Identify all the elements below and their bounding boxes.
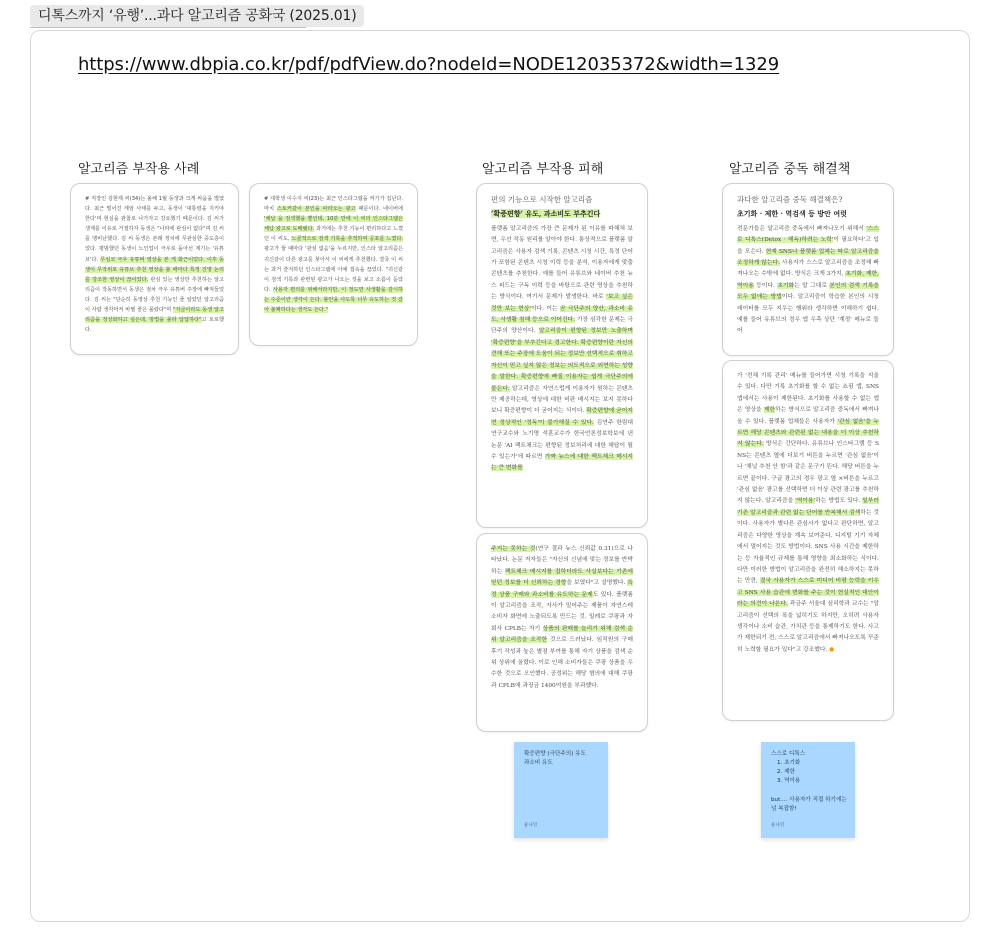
highlight-segment: 주지는 못하는 것 — [491, 546, 536, 552]
text-segment: 가 '전체 기록 관리' 메뉴를 들어가면 시청 기록을 지울 수 있다. 다만 기록 초기화를 할 수 없는 쇼핑 앱, SNS 앱에서는 사용이 제한된다. 초기화를 사용할 수 없는 앱은 영상을 — [737, 373, 879, 414]
highlight-segment: 알고리즘이 편향된 정보만 노출하며 '확증편향'을 부추긴다고 경고한다. 확증편향이란 자신의 견해 또는 주장에 도움이 되는 정보만 선택적으로 취하고 자신이 믿고 싶지 않은 정보는 의도적으로 외면하는 성향을 말한다. 확증편향에 빠질 이용자는 쉽게 극단주의에 물든다. — [491, 328, 633, 392]
highlight-segment: 제한 — [763, 407, 776, 414]
text-segment: 김연주 한림대 연구교수와 노기영 석훈교수가 한국언론정보학보에 낸 논문 'AI 팩트체크는 편향된 정보처리에 대한 해답이 될 수 있는가'에 따르면 — [491, 419, 633, 460]
sticky-note-damage[interactable] — [514, 742, 608, 838]
highlight-segment: '체납 을 검색했을 뿐인데, 10분 만에 이 씨의 인스타그램은 체납 광고로 도배됐다. — [264, 216, 403, 233]
text-segment: 방식은 간단하다. 유튜브나 인스타그램 등 SNS는 콘텐츠 옆에 더보기 버튼을 누르면 '관심 없음'이나 '채널 추천 안 함'과 같은 문구가 뜬다. 해당 버튼을 누르면 끝이다. 구글 광고의 경우 광고 옆 ×버튼을 누르고 '관심 없음' 광고를 선택하면 더 이상 관련 광고를 추천하지 않는다. 알고리즘을 — [737, 441, 879, 505]
text-segment: 이다. 이는 — [530, 305, 558, 312]
text-segment: 는 말 그대로 — [794, 282, 827, 289]
sticky-note-damage-text — [524, 750, 602, 768]
sticky-note-solution-text — [771, 750, 849, 814]
highlight-segment: 확증편향에 굳어지면 정상적인 '정독'이 불가해질 수 있다. — [491, 408, 633, 426]
board-title: 디톡스까지 ‘유행’...과다 알고리즘 공화국 (2025.01) — [38, 8, 357, 24]
text-segment: 도 있다. 플랫폼이 알고리즘을 조작, 자사가 밀어주는 제품이 자연스레 소비자 화면에 노출되도록 만드는 것. 일례로 쿠팡과 자회사 CPLB는 자기 — [491, 591, 633, 632]
highlight-segment: 특정 상품 구매와 과소비를 유도하는 문제 — [491, 580, 634, 598]
text-segment: 과거에는 추천 기능이 편리하다고 느꼈던 이 씨도, — [264, 226, 403, 243]
case-card-1[interactable] — [70, 183, 239, 355]
sticky-note-solution[interactable] — [761, 742, 855, 838]
section-title-damage: 알고리즘 부작용 피해 — [482, 162, 604, 177]
text-segment: 하는 방식으로 알고리즘 중독에서 빠져나올 수 있다. 플랫폼 업체들은 사용자가 — [737, 407, 879, 425]
sticky-list-item: 3. 역이용 — [777, 778, 801, 784]
highlight-segment: '관심 없음'을 누르면 해당 콘텐츠와 관련된 없는 내용을 더 이상 추천하지 않는다. — [737, 418, 879, 448]
text-segment: 하는 것이다. 사용자가 별다른 관심사가 없다고 판단하면, 알고리즘은 다양한 영상을 계속 보여준다. 디지털 기기 자체에서 멀어지는 것도 방법이다. SNS 사용 시간을 제한하는 등 자율적인 규제를 통해 영향을 최소화하는 식이다. 다만 이러한 방법이 알고리즘을 완전히 해소하지는 못하는 만큼, — [737, 509, 879, 585]
highlight-segment: '역이용' — [795, 498, 816, 505]
text-segment: 때문이다. 네이버에 — [358, 206, 403, 213]
highlight-segment: 사용자 편의를 위해서라지만, 이 정도면 사생활을 감시하는 수준이란 생각이 든다. 불안을 사도록 너무 유도하는 것 같아 불쾌하다는 생각도 든다." — [264, 286, 403, 314]
source-link[interactable]: https://www.dbpia.co.kr/pdf/pdfView.do?nodeId=NODE12035372&width=1329 — [78, 54, 780, 75]
case-card-1-text — [85, 194, 224, 335]
text-segment: 사용자가 스스로 알고리즘을 조정해 빠져나오는 수밖에 없다. 방식은 크게 3가지, — [737, 260, 880, 278]
text-segment: 곽금주 서울대 심리학과 교수는 "알고리즘이 선택의 폭을 넓히기도 하지만, 오히려 사용자 생각이나 소비 습관, 가치관 등을 통제하기도 한다. 사고가 제한되기 전, 스스로 알고리즘에서 빠져나오도록 꾸준히 노력할 필요가 있다"고 강조했다. — [737, 601, 880, 653]
text-segment: 고 토로했다. — [85, 317, 224, 334]
card-title: 과다한 알고리즘 중독 해결책은? — [737, 195, 843, 204]
highlight-segment: 무심코 극우 유튜버 영상을 본 게 화근이었다. 이후 동생이 무작위로 유튜브 추천 영상을 볼 때마다 특정 진영 논리를 강조한 영상이 끊이었다. — [85, 256, 225, 283]
case-card-2[interactable] — [249, 183, 418, 346]
case-card-2-text — [264, 194, 403, 315]
highlight-segment: 가짜 뉴스에 대한 팩트체크 메시지는 큰 변화를 — [491, 453, 634, 472]
text-segment: 을 보였다"고 설명했다. — [566, 580, 626, 587]
sticky-line: but.... 사용자가 직접 하기에는 넘 복잡함! — [771, 797, 847, 812]
highlight-segment: 결국 사용자가 스스로 미디어 비평 능력을 키우고 SNS 사용 습관에 변화를 주는 것이 현실적인 대안이라는 의견이 나온다. — [737, 578, 879, 608]
solution-card-2-text — [737, 371, 879, 656]
text-segment: 하는 방법도 있다. — [815, 498, 861, 505]
board-title-tag[interactable] — [30, 5, 364, 27]
text-segment: 이 필요하다'고 입을 모은다. — [737, 237, 879, 255]
solution-card-1-text — [737, 194, 879, 338]
highlight-segment: '보고 싶은 것만 보는 현상' — [491, 294, 633, 312]
card-subtitle: 초기화 · 제한 · 역검색 등 방안 여럿 — [737, 209, 847, 219]
solution-card-2[interactable] — [722, 360, 894, 721]
highlight-segment: "지금이라도 동생 알고리즘을 정상화하고 싶은데, 방법을 몰라 답답하다" — [85, 307, 224, 324]
highlight-segment: 팩트체크 메시지를 접하더라도 사실보다는 기존에 믿던 정보를 더 신뢰하는 경향 — [491, 568, 633, 587]
sticky-line: 확증편향 (극단주의) 유도 — [524, 751, 586, 757]
sticky-line: 과소비 유도 — [524, 760, 553, 766]
highlight-segment: 곧 극단주의 양산, 과소비 유도, 사생활 침해 등으로 이어진다. — [491, 305, 633, 324]
text-segment: 등이다. — [756, 282, 775, 289]
text-segment: (연구 결과 뉴스 신뢰값 0.31)으로 나타났다. 논문 저자들은 "자신의 신념에 맞는 정보를 반박하는 — [491, 546, 633, 575]
text-segment: # 대학생 이수지 씨(23)는 최근 인스타그램을 켜기가 겁난다. 마치 — [264, 196, 403, 213]
text-segment: 것으로 드러났다. 임직원의 구매 후기 작성과 높은 별점 부여를 통해 자기 상품을 검색 순위 상위에 올렸다. 이로 인해 소비자들은 쿠팡 상품을 우수한 것으로 오인했다. 공정위는 해당 혐의에 대해 쿠팡과 CPLB에 과징금 1400억원을 부과했다. — [491, 637, 634, 689]
title-divider — [30, 27, 306, 28]
text-segment: 알고리즘은 자연스럽게 이용자가 원하는 콘텐츠만 제공하는데, 영상에 대한 비판 메시지는 보지 못하다 보니 확증편향이 더 굳어지는 식이다. — [491, 385, 634, 415]
text-segment: 가장 심각한 문제는 극단주의 양산이다. — [491, 317, 633, 335]
section-title-cases: 알고리즘 부작용 사례 — [78, 162, 200, 177]
sticky-author: 윤나연 — [524, 823, 538, 828]
sticky-author: 윤나연 — [771, 823, 785, 828]
damage-card-2[interactable] — [476, 533, 648, 732]
highlight-segment: 상품의 판매를 늘리기 위해 검색 순위 알고리즘을 조작한 — [491, 625, 633, 644]
damage-card-1[interactable] — [476, 183, 648, 528]
highlight-segment: '스스로 디톡스(Detox · 해독)하려는 노력' — [737, 225, 880, 244]
text-segment: 플랫폼 알고리즘의 가장 큰 문제가 된 이유를 파헤쳐 보면, 우선 작동 원리를 알아야 한다. 통상적으로 플랫폼 알고리즘은 사용자 검색 기록, 콘텐츠 시청 시간, 특정 단어가 포함된 콘텐츠 시청 이력 등을 분석, 이용자에게 맞춤 콘텐츠를 추천한다. 예를 들어 유튜브와 네이버 추천 뉴스 피드는 구독 이력 등을 바탕으로 관련 영상을 추천하는 방식이다. 여기서 문제가 발생한다. 바로 — [491, 225, 633, 301]
bullet-dot-icon: ● — [829, 646, 835, 653]
highlight-segment: 초기화 — [777, 282, 795, 289]
card-title: 편의 기능으로 시작한 알고리즘 — [491, 195, 593, 204]
highlight-segment: 초기화, 제한, 역이용 — [737, 271, 879, 289]
sticky-list-item: 1. 초기화 — [777, 760, 801, 766]
text-segment: # 직장인 김현재 씨(34)는 올해 1월 동생과 크게 싸움을 벌였다. 최근 벌어진 계엄 사태를 두고, 동생이 '대통령을 지키야 한다'며 현실을 관찰로 나가자고 강요했기 때문이다. 김 씨가 생계를 이유로 거절하자 동생은 "나라에 관심이 없다"며 김 씨를 맹비난했다. 김 씨 동생은 본래 정치에 무관심한 중도층이었다. 평범했던 동생이 노인업이 극우로 돌아선 계기는 '유튜브'다. — [85, 196, 224, 263]
text-segment: 광고가 뜰 때마다 '관심 없음'을 누르지만, 인스타 알고리즘은 귀신같이 다른 광고를 찾아서 이 씨에게 추천했다. 결국 이 씨는 과거 즐겨하던 인스타그램에 아예 접속을 끊었다. "귀신같이 검색 기록과 관련된 광고가 나오는 것을 보고 소름이 돋았다. — [264, 246, 403, 293]
highlight-segment: 현재 SNS나 플랫폼 업체는 따로 알고리즘을 조정하게 않는다. — [737, 248, 879, 267]
text-segment: 관심 있는 영상만 추천하는 알고리즘이 작동하면서 동생은 점차 극우 유튜버 주장에 빠져들었다. 김 씨는 "단순히 동영상 추천 기능인 줄 알았던 알고리즘이 사람 생각마저 바뀔 줄은 몰랐다"며 — [85, 276, 224, 314]
section-title-solution: 알고리즘 중독 해결책 — [729, 162, 851, 177]
highlight-segment: 일부러 기존 알고리즘과 관련 없는 단어를 반복해서 검색 — [737, 498, 879, 516]
damage-card-2-text — [491, 544, 633, 692]
text-segment: 이다. 알고리즘이 학습한 본인의 시청 데이터를 모두 지우는 행위라 생각하면 이해하기 쉽다. 예를 들어 유튜브의 경우 앱 우측 상단 '계정' 메뉴로 들어 — [737, 294, 879, 335]
sticky-list-item: 2. 제한 — [777, 769, 795, 775]
highlight-segment: 노골적으로 검색 기록을 추적하며 공포를 느꼈다. — [291, 236, 403, 243]
text-segment: 전문가들은 알고리즘 중독에서 빠져나오기 위해서 — [737, 225, 864, 232]
highlight-segment: 스토커같이 본인을 따라오는 광고 — [276, 206, 356, 213]
sticky-line: 스스로 디톡스 — [771, 751, 806, 757]
highlight-segment: 본인의 검색 기록을 모두 없애는 방법 — [737, 282, 880, 301]
solution-card-1[interactable] — [722, 183, 894, 356]
damage-card-1-text — [491, 194, 633, 475]
card-subtitle: ‘확증편향’ 유도, 과소비도 부추긴다 — [491, 209, 601, 219]
